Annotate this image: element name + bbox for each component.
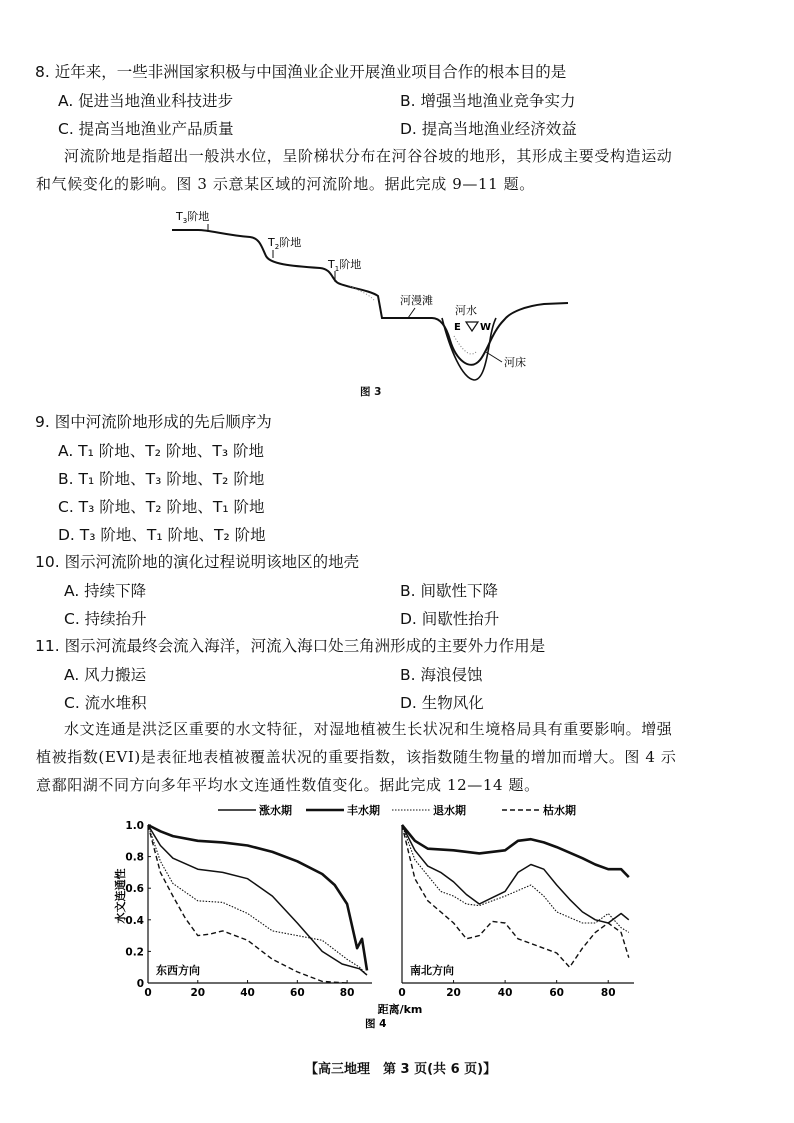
panel-label: 东西方向	[156, 964, 200, 977]
t1-terrace-label: $T_1$阶地	[328, 258, 362, 273]
y-tick-label: 0.4	[125, 914, 144, 927]
y-tick-label: 0.2	[125, 946, 144, 959]
y-tick-label: 0.6	[125, 883, 144, 896]
q10-option-c: C. 持续抬升	[64, 610, 147, 628]
q11-option-d: D. 生物风化	[400, 694, 484, 712]
river-water-label: 河水	[455, 304, 477, 317]
figure-4-connectivity-chart	[100, 800, 660, 1030]
q9-option-d: D. T₃ 阶地、T₁ 阶地、T₂ 阶地	[58, 526, 266, 544]
floodplain-label: 河漫滩	[400, 294, 433, 307]
t2-terrace-label: $T_2$阶地	[268, 236, 302, 251]
series-line-dashed	[148, 825, 347, 983]
q10-stem: 10. 图示河流阶地的演化过程说明该地区的地壳	[35, 553, 360, 571]
q9-stem: 9. 图中河流阶地形成的先后顺序为	[35, 413, 272, 431]
panel-north-south	[398, 825, 634, 999]
q9-option-c: C. T₃ 阶地、T₂ 阶地、T₁ 阶地	[58, 498, 265, 516]
x-tick-label: 80	[600, 987, 616, 999]
figure-3-caption: 图 3	[360, 386, 382, 398]
chart-legend	[218, 803, 576, 817]
q8-stem: 8. 近年来，一些非洲国家积极与中国渔业企业开展渔业项目合作的根本目的是	[35, 63, 567, 81]
x-tick-label: 60	[290, 987, 305, 999]
x-tick-label: 20	[190, 987, 206, 999]
water-level-triangle-icon	[466, 322, 478, 331]
legend-label: 枯水期	[543, 804, 576, 817]
intro1-line1: 河流阶地是指超出一般洪水位，呈阶梯状分布在河谷谷坡的地形，其形成主要受构造运动	[64, 147, 673, 165]
q9-option-b: B. T₁ 阶地、T₃ 阶地、T₂ 阶地	[58, 470, 265, 488]
y-tick-label: 0	[136, 978, 144, 990]
x-tick-label: 60	[549, 987, 564, 999]
x-tick-label: 40	[497, 987, 513, 999]
intro2-line1: 水文连通是洪泛区重要的水文特征，对湿地植被生长状况和生境格局具有重要影响。增强	[64, 720, 673, 738]
west-label: W	[480, 322, 492, 333]
riverbed-label: 河床	[504, 356, 526, 369]
q10-option-b: B. 间歇性下降	[400, 582, 498, 600]
q8-option-a: A. 促进当地渔业科技进步	[58, 92, 234, 110]
y-tick-label: 0.8	[125, 851, 144, 864]
x-tick-label: 40	[240, 987, 255, 999]
q10-option-d: D. 间歇性抬升	[400, 610, 500, 628]
series-line-dashed	[402, 825, 629, 967]
q9-option-a: A. T₁ 阶地、T₂ 阶地、T₃ 阶地	[58, 442, 265, 460]
x-tick-label: 0	[144, 987, 152, 999]
legend-label: 丰水期	[347, 804, 380, 817]
x-tick-label: 0	[398, 987, 406, 999]
y-tick-label: 1.0	[125, 820, 144, 832]
q11-option-a: A. 风力搬运	[64, 666, 147, 684]
q8-option-c: C. 提高当地渔业产品质量	[58, 120, 234, 138]
q10-option-a: A. 持续下降	[64, 582, 147, 600]
q11-stem: 11. 图示河流最终会流入海洋，河流入海口处三角洲形成的主要外力作用是	[35, 637, 546, 655]
figure-4-caption: 图 4	[365, 1018, 387, 1030]
panel-label: 南北方向	[410, 964, 454, 977]
q11-option-b: B. 海浪侵蚀	[400, 666, 483, 684]
legend-label: 退水期	[433, 804, 466, 817]
x-tick-label: 20	[446, 987, 461, 999]
q8-option-b: B. 增强当地渔业竞争实力	[400, 92, 576, 110]
q8-option-d: D. 提高当地渔业经济效益	[400, 120, 577, 138]
legend-label: 涨水期	[259, 804, 292, 817]
figure-3-terrace-diagram	[170, 200, 580, 400]
q11-option-c: C. 流水堆积	[64, 694, 147, 712]
page-footer: 【高三地理 第 3 页(共 6 页)】	[305, 1062, 497, 1077]
x-axis-label: 距离/km	[377, 1003, 423, 1016]
x-tick-label: 80	[339, 987, 355, 999]
panel-east-west	[125, 820, 372, 999]
east-label: E	[454, 322, 461, 333]
y-axis-label: 水文连通性	[114, 868, 127, 924]
intro2-line3: 意鄱阳湖不同方向多年平均水文连通性数值变化。据此完成 12—14 题。	[36, 776, 540, 794]
intro1-line2: 和气候变化的影响。图 3 示意某区域的河流阶地。据此完成 9—11 题。	[36, 175, 535, 193]
t3-terrace-label: $T_3$阶地	[176, 210, 210, 225]
intro2-line2: 植被指数(EVI)是表征地表植被覆盖状况的重要指数，该指数随生物量的增加而增大。图 4 示	[36, 748, 677, 766]
